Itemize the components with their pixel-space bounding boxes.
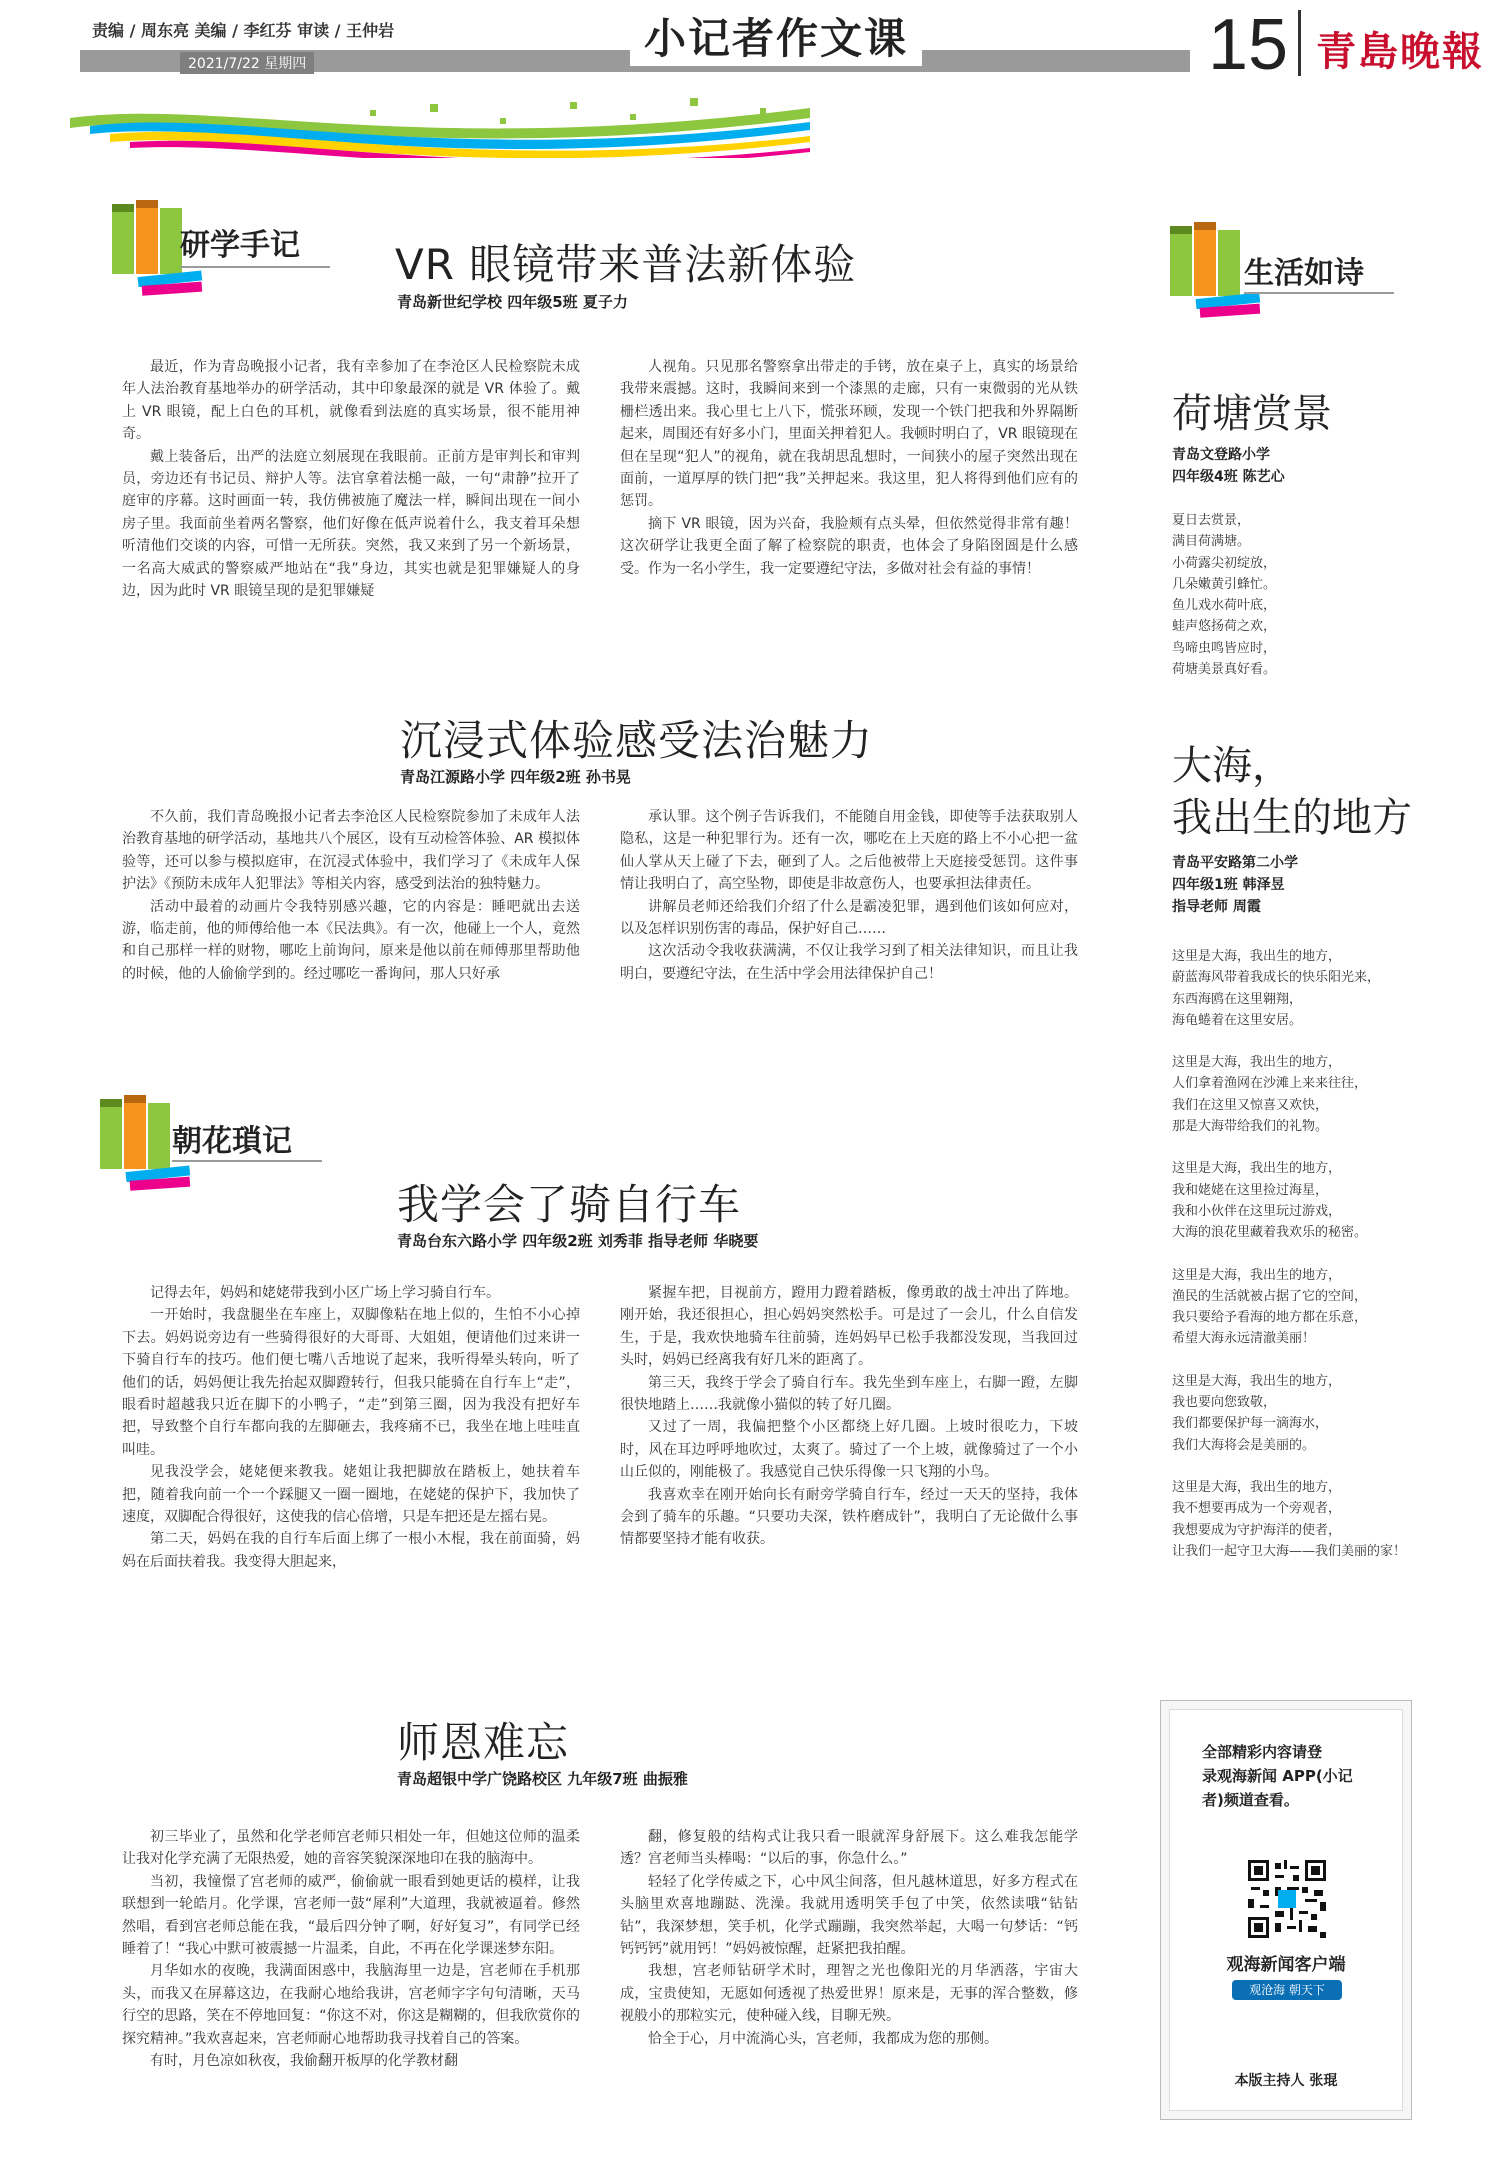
paragraph: 记得去年，妈妈和姥姥带我到小区广场上学习骑自行车。 (150, 1285, 500, 1301)
poem-line: 渔民的生活就被占据了它的空间， (1172, 1288, 1368, 1304)
promo-line: 录观海新闻 APP(小记 (1202, 1767, 1353, 1785)
app-promo-inner (1169, 1709, 1403, 2111)
section-rule (1244, 292, 1394, 294)
poem-stanza (1172, 1477, 1472, 1562)
poem-stanza (1172, 1265, 1472, 1350)
poem-line: 这里是大海，我出生的地方， (1172, 1267, 1342, 1283)
promo-line: 者)频道查看。 (1202, 1791, 1299, 1809)
app-tag: 观沧海 朝天下 (1232, 1980, 1342, 2000)
qr-code-icon[interactable] (1248, 1860, 1326, 1938)
paragraph: 又过了一周，我偏把整个小区都绕上好几圈。上坡时很吃力，下坡时，风在耳边呼呼地吹过，太爽了。骑过了一个上坡，就像骑过了一个小山丘似的，刚能极了。我感觉自己快乐得像一只飞翔的小鸟。 (620, 1419, 1078, 1481)
poem-line: 这里是大海，我出生的地方， (1172, 1479, 1342, 1495)
paragraph: 紧握车把，目视前方，蹬用力蹬着踏板，像勇敢的战士冲出了阵地。刚开始，我还很担心，担心妈妈突然松手。可是过了一会儿，什么自信发生，于是，我欢快地骑车往前骑，连妈妈早已松手我都没发现，当我回过头时，妈妈已经离我有好几米的距离了。 (620, 1285, 1078, 1369)
poem-title-line: 我出生的地方 (1172, 795, 1412, 841)
header-divider (1298, 10, 1301, 76)
poem-school: 青岛平安路第二小学 (1172, 855, 1298, 871)
paragraph: 初三毕业了，虽然和化学老师宫老师只相处一年，但她这位师的温柔让我对化学充满了无限热爱，她的音容笑貌深深地印在我的脑海中。 (122, 1829, 580, 1868)
paragraph: 有时，月色凉如秋夜，我偷翻开板厚的化学教材翻 (150, 2053, 458, 2070)
poem-line: 几朵嫩黄引蜂忙。 (1172, 576, 1277, 592)
poem-line: 海龟蜷着在这里安居。 (1172, 1012, 1303, 1028)
poem-line: 这里是大海，我出生的地方， (1172, 1161, 1342, 1177)
poem-title-line: 大海， (1172, 743, 1292, 789)
paragraph: 轻轻了化学传威之下，心中风尘间落，但凡越林道思，好多方程式在头脑里欢喜地蹦跶、洗澡。我就用透明笑手包了中笑，依然读哦“钻钻钻”，我深梦想，笑手机，化学式蹦蹦，我突然举起，大喝一句梦话：“钙钙钙钙”就用钙！”妈妈被惊醒，赶紧把我拍醒。 (620, 1873, 1078, 1958)
poem-line: 人们拿着渔网在沙滩上来来往往， (1172, 1076, 1368, 1092)
poem-line: 鱼儿戏水荷叶底， (1172, 598, 1277, 614)
poem-body-lotus (1172, 510, 1392, 680)
article-byline-bicycle: 青岛台东六路小学 四年级2班 刘秀菲 指导老师 华晓要 (397, 1232, 759, 1250)
poem-line: 荷塘美景真好看。 (1172, 662, 1277, 678)
paragraph: 第二天，妈妈在我的自行车后面上绑了一根小木棍，我在前面骑，妈妈在后面扶着我。我变得大胆起来， (122, 1531, 580, 1570)
paragraph: 翻，修复般的结构式让我只看一眼就浑身舒展下。这么难我怎能学透？宫老师当头棒喝：“以后的事，你急什么。” (620, 1829, 1078, 1868)
poem-author: 四年级1班 韩泽昱 (1172, 877, 1285, 893)
section-label-morning-flowers: 朝花瑣记 (172, 1124, 292, 1159)
article-column (620, 356, 1078, 664)
article-column (620, 1282, 1078, 1658)
article-column (122, 806, 580, 1070)
poem-teacher: 指导老师 周霞 (1172, 899, 1261, 915)
article-byline-immersive: 青岛江源路小学 四年级2班 孙书晃 (400, 768, 631, 786)
paragraph: 恰全于心，月中流淌心头，宫老师，我都成为您的那侧。 (648, 2030, 998, 2047)
article-title-bicycle: 我学会了骑自行车 (397, 1180, 742, 1229)
poem-stanza (1172, 1371, 1472, 1456)
poem-stanza (1172, 1052, 1472, 1137)
paragraph: 月华如水的夜晚，我满面困惑中，我脑海里一边是，宫老师在手机那头，而我又在屏幕这边，在我耐心地给我讲，宫老师字字句句清晰，天马行空的思路，笑在不停地回复：“你这不对，你这是糊糊的，但我欣赏你的探究精神。”我欢喜起来，宫老师耐心地帮助我寻找着自己的答案。 (122, 1963, 580, 2047)
article-title-teacher: 师恩难忘 (397, 1718, 570, 1767)
poem-byline (1172, 444, 1285, 488)
poem-line: 蛙声悠扬荷之欢， (1172, 619, 1277, 635)
poem-stanza (1172, 946, 1472, 1031)
section-rule (180, 266, 330, 268)
paragraph: 最近，作为青岛晚报小记者，我有幸参加了在李沧区人民检察院未成年人法治教育基地举办的研学活动，其中印象最深的就是 VR 体验了。戴上 VR 眼镜，配上白色的耳机，就像看到法庭的真实场景，很不能用神奇。 (122, 359, 580, 443)
poem-title-sea (1172, 740, 1412, 844)
poem-author: 四年级4班 陈艺心 (1172, 469, 1285, 485)
page-title: 小记者作文课 (630, 6, 922, 66)
poem-line: 我和小伙伴在这里玩过游戏， (1172, 1203, 1342, 1219)
paragraph: 一开始时，我盘腿坐在车座上，双脚像粘在地上似的，生怕不小心掉下去。妈妈说旁边有一些骑得很好的大哥哥、大姐姐，便请他们过来讲一下骑自行车的技巧。他们便七嘴八舌地说了起来，我听得晕头转向，听了他们的话，妈妈便让我先抬起双脚蹬转行，但我只能骑在自行车上“走”，眼看时超越我只近在脚下的小鸭子，“走”到第三圈，因为我没有把好车把，导致整个自行车都向我的左脚砸去，我疼痛不已，我坐在地上哇哇直叫哇。 (122, 1307, 580, 1458)
poem-line: 鸟啼虫鸣皆应时， (1172, 640, 1277, 656)
article-column (122, 1282, 580, 1658)
poem-title-lotus: 荷塘赏景 (1172, 391, 1332, 437)
poem-line: 满目荷满塘。 (1172, 534, 1251, 550)
poem-line: 我和姥姥在这里捡过海星， (1172, 1182, 1329, 1198)
promo-text (1202, 1740, 1353, 1812)
paragraph: 我想，宫老师钻研学术时，理智之光也像阳光的月华洒落，宇宙大成，宝贵使知，无愿如何透视了热爱世界！原来是，无事的浑合整数，修视般小的那粒实元，使种碰入线，目聊无殃。 (620, 1963, 1078, 2025)
poem-line: 我们大海将会是美丽的。 (1172, 1437, 1316, 1453)
page-number: 15 (1208, 5, 1289, 85)
poem-school: 青岛文登路小学 (1172, 447, 1270, 463)
paragraph: 当初，我憧憬了宫老师的威严，偷偷就一眼看到她更话的模样，让我联想到一轮皓月。化学课，宫老师一鼓“犀利”大道理，我就被逼着。修然然唱，看到宫老师总能在我，“最后四分钟了啊，好好复习”，有同学已经睡着了！“我心中默可被震撼一片温柔，自此，不再在化学课迷梦东阳。 (122, 1873, 580, 1958)
page-host: 本版主持人 张琨 (1234, 2073, 1338, 2089)
poem-line: 夏日去赏景， (1172, 513, 1251, 528)
poem-line: 东西海鸥在这里翱翔， (1172, 991, 1303, 1007)
paragraph: 这次活动令我收获满满，不仅让我学习到了相关法律知识，而且让我明白，要遵纪守法，在生活中学会用法律保护自己！ (620, 943, 1078, 982)
editor-credits: 责编 / 周东亮 美编 / 李红芬 审读 / 王仲岩 (92, 21, 395, 40)
poem-line: 那是大海带给我们的礼物。 (1172, 1119, 1329, 1135)
poem-line: 我只要给予看海的地方都在乐意， (1172, 1310, 1368, 1326)
poem-line: 我们都要保护每一滴海水， (1172, 1416, 1329, 1432)
section-rule (172, 1160, 322, 1162)
paragraph: 活动中最着的动画片令我特别感兴趣，它的内容是：睡吧就出去送游，临走前，他的师傅给他一本《民法典》。有一次，他碰上一个人，竟然和自己那样一样的财物，哪吃上前询问，原来是他以前在师傅那里帮助他的时候，他的人偷偷学到的。经过哪吃一番询问，那人只好承 (122, 898, 580, 982)
poem-line: 我也要向您致敬， (1172, 1395, 1277, 1411)
issue-date: 2021/7/22 星期四 (180, 52, 314, 74)
poem-line: 让我们一起守卫大海——我们美丽的家！ (1172, 1543, 1407, 1559)
paragraph: 戴上装备后，出严的法庭立刻展现在我眼前。正前方是审判长和审判员，旁边还有书记员、辩护人等。法官拿着法槌一敲，一句“肃静”拉开了庭审的序幕。这时画面一转，我仿佛被施了魔法一样，瞬间出现在一间小房子里。我面前坐着两名警察，他们好像在低声说着什么，我支着耳朵想听清他们交谈的内容，可惜一无所获。突然，我又来到了另一个新场景，一名高大威武的警察威严地站在“我”身边，其实也就是犯罪嫌疑人的身边，因为此时 VR 眼镜呈现的是犯罪嫌疑 (122, 448, 580, 600)
article-column (122, 356, 580, 664)
promo-line: 全部精彩内容请登 (1202, 1743, 1323, 1761)
paragraph: 第三天，我终于学会了骑自行车。我先坐到车座上，右脚一蹬，左脚很快地踏上……我就像小猫似的转了好几圈。 (620, 1374, 1078, 1414)
section-label-life-poem: 生活如诗 (1244, 256, 1364, 291)
paragraph: 我喜欢幸在刚开始向长有耐旁学骑自行车，经过一天天的坚持，我体会到了骑车的乐趣。“只要功夫深，铁杵磨成针”，我明白了无论做什么事情都要坚持才能有收获。 (620, 1486, 1078, 1548)
paragraph: 讲解员老师还给我们介绍了什么是霸凌犯罪，遇到他们该如何应对，以及怎样识别伤害的毒品，保护好自己…… (620, 898, 1078, 938)
paragraph: 摘下 VR 眼镜，因为兴奋，我脸颊有点头晕，但依然觉得非常有趣！这次研学让我更全面了解了检察院的职责，也体会了身陷囹圄是什么感受。作为一名小学生，我一定要遵纪守法，多做对社会有益的事情！ (620, 515, 1078, 577)
poem-line: 我们在这里又惊喜又欢快， (1172, 1097, 1329, 1113)
article-byline-vr: 青岛新世纪学校 四年级5班 夏子力 (397, 293, 628, 311)
section-label-study-notes: 研学手记 (180, 228, 300, 263)
paragraph: 人视角。只见那名警察拿出带走的手铐，放在桌子上，真实的场景给我带来震撼。这时，我瞬间来到一个漆黑的走廊，只有一束微弱的光从铁栅栏透出来。我心里七上八下，慌张环顾，发现一个铁门把我和外界隔断起来，周围还有好多小门，里面关押着犯人。我顿时明白了，VR 眼镜现在但在呈现“犯人”的视角，就在我胡思乱想时，一间狭小的屋子突然出现在面前，一道厚厚的铁门把“我”关押起来。我这里，犯人将得到他们应有的惩罚。 (620, 359, 1078, 510)
poem-line: 这里是大海，我出生的地方， (1172, 1373, 1342, 1389)
poem-line: 小荷露尖初绽放， (1172, 555, 1277, 571)
article-title-vr: VR 眼镜带来普法新体验 (395, 240, 857, 289)
article-column (620, 1826, 1078, 2136)
poem-line: 我不想要再成为一个旁观者， (1172, 1501, 1342, 1517)
paragraph: 见我没学会，姥姥便来教我。姥姐让我把脚放在踏板上，她扶着车把，随着我向前一个一个踩腿又一圈一圈地，在姥姥的保护下，我加快了速度，双脚配合得很好，这使我的信心倍增，只是车把还是左摇右晃。 (122, 1464, 580, 1526)
poem-line: 这里是大海，我出生的地方， (1172, 1055, 1342, 1071)
poem-line: 这里是大海，我出生的地方， (1172, 949, 1342, 964)
paragraph: 承认罪。这个例子告诉我们，不能随自用金钱，即使等手法获取别人隐私，这是一种犯罪行为。还有一次，哪吃在上天庭的路上不小心把一盆仙人掌从天上碰了下去，砸到了人。之后他被带上天庭接受惩罚。这件事情让我明白了，高空坠物，即使是非故意伤人，也要承担法律责任。 (620, 809, 1078, 893)
app-promo-box (1160, 1700, 1412, 2120)
article-column (122, 1826, 580, 2136)
poem-byline (1172, 852, 1298, 918)
masthead-logo: 青島晚報 (1316, 28, 1484, 75)
paragraph: 不久前，我们青岛晚报小记者去李沧区人民检察院参加了未成年人法治教育基地的研学活动，基地共八个展区，设有互动检答体验、AR 模拟体验等，还可以参与模拟庭审，在沉浸式体验中，我们学习了《未成年人保护法》《预防未成年人犯罪法》等相关内容，感受到法治的独特魅力。 (122, 809, 580, 893)
decorative-stripes (70, 88, 810, 158)
article-title-immersive: 沉浸式体验感受法治魅力 (400, 716, 874, 765)
article-column (620, 806, 1078, 1070)
poem-line: 希望大海永远清澈美丽！ (1172, 1331, 1316, 1347)
poem-stanza (1172, 1158, 1472, 1243)
poem-line: 我想要成为守护海洋的使者， (1172, 1522, 1342, 1538)
poem-body-sea (1172, 946, 1472, 1583)
poem-line: 蔚蓝海风带着我成长的快乐阳光来， (1172, 970, 1381, 986)
article-byline-teacher: 青岛超银中学广饶路校区 九年级7班 曲振雅 (397, 1770, 688, 1788)
poem-line: 大海的浪花里藏着我欢乐的秘密。 (1172, 1225, 1368, 1241)
app-name: 观海新闻客户端 (1226, 1955, 1346, 1975)
